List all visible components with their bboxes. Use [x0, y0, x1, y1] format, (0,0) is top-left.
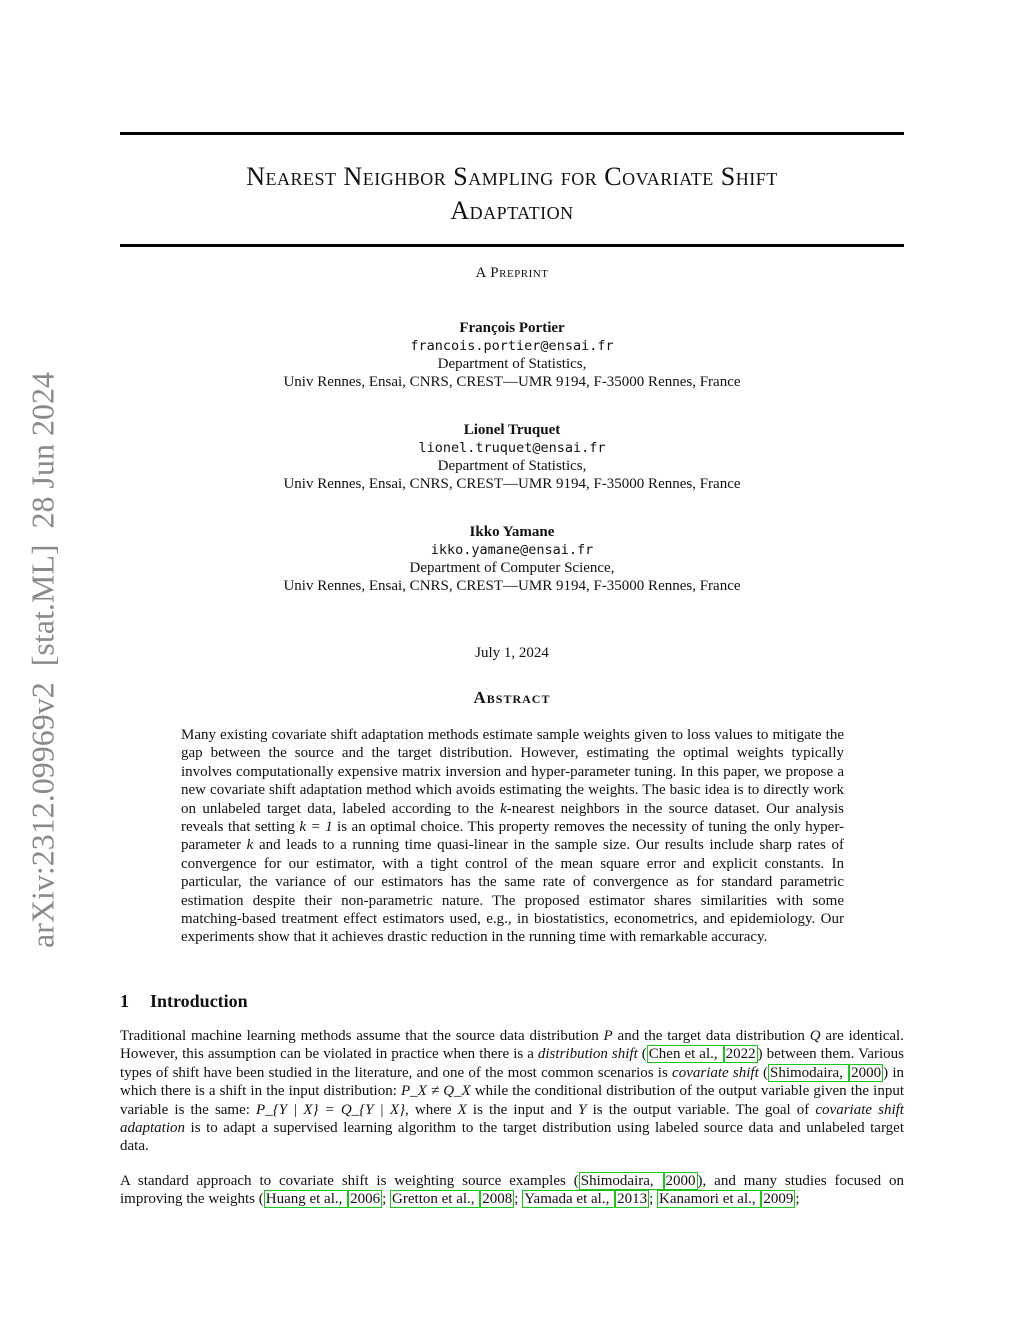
- author-affiliation: Univ Rennes, Ensai, CNRS, CREST—UMR 9194, F-35000 Rennes, France: [283, 476, 741, 492]
- math-Q: Q: [809, 1028, 821, 1044]
- math-Y: Y: [578, 1101, 587, 1118]
- section-heading: [120, 991, 248, 1012]
- abstract-text: and leads to a running time quasi-linear in the sample size. Our results include sharp rates of convergence for our estimator, with a tight control of the mean square error and explicit constants. In particular, the variance of our estimators has the same rate of convergence as for standard parametric estimation despite their non-parametric nature. The proposed estimator shares similarities with some matching-based treatment effect estimators used, e.g., in biostatistics, econometrics, and epidemiology. Our experiments show that it achieves drastic reduction in the running time with remarkable accuracy.: [181, 837, 844, 946]
- author-block: [120, 421, 904, 493]
- author-affiliation: Univ Rennes, Ensai, CNRS, CREST—UMR 9194, F-35000 Rennes, France: [283, 374, 741, 390]
- author-email[interactable]: francois.portier@ensai.fr: [410, 338, 614, 354]
- citation-link[interactable]: Shimodaira,: [769, 1064, 848, 1081]
- citation-author: Gretton et al.: [392, 1191, 471, 1208]
- author-name: François Portier: [459, 320, 565, 336]
- text: ) between them. Various types of shift have been studied in the literature, and one of the most common scenarios is: [120, 1046, 904, 1081]
- text: are identical. However, this assumption can be violated in practice when there is a: [120, 1028, 904, 1063]
- text: while the conditional distribution of the output variable given the input variable is the same:: [120, 1083, 904, 1118]
- emphasis: covariate shift: [672, 1064, 759, 1081]
- author-department: Department of Statistics,: [437, 458, 587, 474]
- emphasis: distribution shift: [537, 1046, 638, 1063]
- text: (: [637, 1046, 647, 1063]
- author-department: Department of Computer Science,: [409, 560, 615, 576]
- author-name: Lionel Truquet: [463, 422, 561, 438]
- text: ), and many studies focused on improving the weights (: [120, 1173, 905, 1208]
- arxiv-id: arXiv:2312.09969v2: [24, 682, 61, 948]
- author-affiliation: Univ Rennes, Ensai, CNRS, CREST—UMR 9194, F-35000 Rennes, France: [283, 578, 741, 594]
- section-number: 1: [120, 991, 129, 1011]
- arxiv-category: [stat.ML]: [24, 544, 61, 667]
- author-block: [120, 523, 904, 595]
- citation-year-link[interactable]: 2013: [617, 1191, 648, 1208]
- citation-link[interactable]: Huang et al.,: [265, 1191, 347, 1208]
- citation-year-link[interactable]: 2009: [763, 1191, 794, 1208]
- citation-link[interactable]: Kanamori et al.,: [659, 1191, 760, 1208]
- math-px-neq-qx: P_X ≠ Q_X: [400, 1083, 471, 1100]
- citation-year-link[interactable]: 2000: [665, 1173, 696, 1189]
- abstract-text: is an optimal choice. This property removes the necessity of tuning the only hyper-parameter: [181, 819, 845, 854]
- citation-link[interactable]: Chen et al.,: [648, 1046, 722, 1063]
- title-bottom-rule: [120, 244, 904, 247]
- author-block: [120, 319, 904, 391]
- citation-year-link[interactable]: 2022: [725, 1046, 756, 1063]
- math-k: k: [500, 800, 507, 817]
- author-email[interactable]: lionel.truquet@ensai.fr: [418, 440, 606, 456]
- math-P: P: [603, 1028, 613, 1044]
- title-line-2: Adaptation: [450, 196, 574, 225]
- text: A standard approach to covariate shift is weighting source examples (: [120, 1173, 579, 1189]
- citation-author: Yamada et al.: [524, 1191, 606, 1208]
- citation-author: Huang et al.: [265, 1191, 339, 1208]
- emphasis: covariate shift adaptation: [120, 1101, 904, 1137]
- preprint-label: A Preprint: [475, 265, 549, 281]
- intro-paragraph-2: A standard approach to covariate shift is weighting source examples ( Shimodaira, 2000 ), and many studies focused on improving the weights ( Huang et al., 2006 ; Gretton et al., 2008 ; Yamada et al., 2013 ; Kanamori et al., 2009 ;: [120, 1173, 905, 1208]
- citation-author: Shimodaira: [580, 1173, 650, 1189]
- citation-author: Chen et al.: [648, 1046, 714, 1063]
- citation-link[interactable]: Shimodaira,: [580, 1173, 662, 1189]
- abstract-body: [181, 726, 844, 947]
- citation-year-link[interactable]: 2000: [851, 1064, 882, 1081]
- text: is the output variable. The goal of: [586, 1101, 816, 1118]
- abstract-text: -nearest neighbors in the source dataset. Our analysis reveals that setting: [181, 800, 844, 836]
- math-conditional-equal: P_{Y | X} = Q_{Y | X}: [256, 1101, 406, 1118]
- paper-date: July 1, 2024: [475, 645, 549, 661]
- arxiv-sidebar-stamp: [25, 372, 62, 948]
- math-k-equals-1: k = 1: [299, 819, 333, 836]
- title-line-1: Nearest Neighbor Sampling for Covariate Shift: [246, 162, 778, 191]
- math-X: X: [457, 1101, 467, 1118]
- abstract-heading: Abstract: [473, 688, 551, 707]
- citation-link[interactable]: Gretton et al.,: [392, 1191, 479, 1208]
- math-k: k: [246, 837, 254, 854]
- citation-author: Kanamori et al.: [659, 1191, 752, 1208]
- text: ) in which there is a shift in the input distribution:: [120, 1064, 905, 1100]
- author-name: Ikko Yamane: [469, 524, 555, 540]
- citation-year-link[interactable]: 2006: [350, 1191, 381, 1208]
- text: , where: [405, 1101, 458, 1118]
- paper-title: [120, 160, 904, 228]
- citation-author: Shimodaira: [769, 1064, 840, 1081]
- citation-link[interactable]: Yamada et al.,: [524, 1191, 614, 1208]
- text: and the target data distribution: [612, 1028, 810, 1044]
- section-title-text: Introduction: [150, 991, 248, 1011]
- text: is the input and: [466, 1101, 579, 1118]
- text: (: [758, 1064, 768, 1081]
- citation-year-link[interactable]: 2008: [482, 1191, 513, 1208]
- arxiv-date: 28 Jun 2024: [24, 372, 61, 529]
- title-top-rule: [120, 132, 904, 135]
- author-email[interactable]: ikko.yamane@ensai.fr: [430, 542, 594, 558]
- author-department: Department of Statistics,: [437, 356, 587, 372]
- intro-paragraph-1: [120, 1027, 904, 1156]
- text: Traditional machine learning methods assume that the source data distribution: [120, 1028, 604, 1044]
- text: is to adapt a supervised learning algorithm to the target distribution using labeled source data and unlabeled target data.: [120, 1120, 904, 1155]
- abstract-text: Many existing covariate shift adaptation methods estimate sample weights given to loss values to mitigate the gap between the source and the target distribution. However, estimating the optimal weights typically involves computationally expensive matrix inversion and hyper-parameter tuning. In this paper, we propose a new covariate shift adaptation method which avoids estimating the weights. The basic idea is to directly work on unlabeled target data, labeled according to the: [181, 727, 844, 817]
